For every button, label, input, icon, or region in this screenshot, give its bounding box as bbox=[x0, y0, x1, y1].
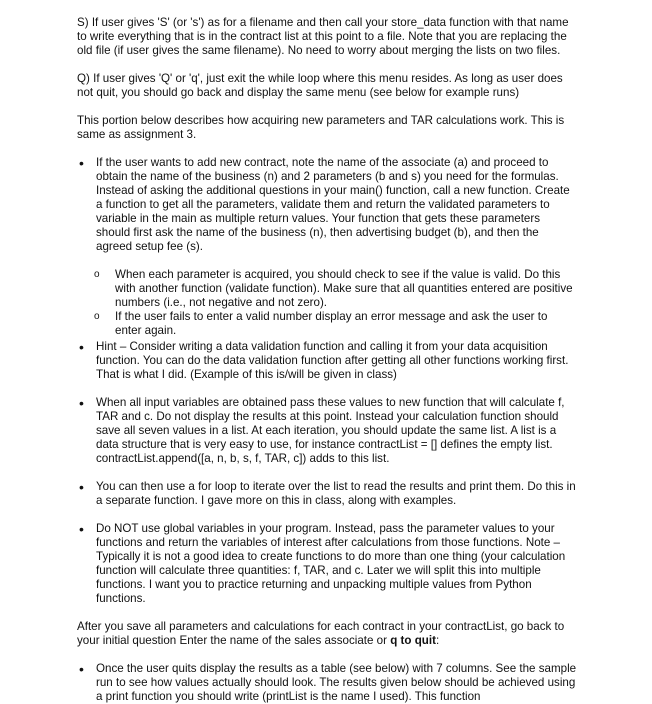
list-item bbox=[77, 340, 577, 382]
list-item bbox=[77, 662, 577, 704]
list-item bbox=[77, 396, 577, 466]
bullet-for-loop: You can then use a for loop to iterate over the list to read the results and print them. Do this in a separate function. I gave more on this in class, along with examples. bbox=[96, 480, 576, 507]
document-page bbox=[77, 16, 577, 704]
list-item bbox=[77, 156, 577, 254]
bullet-icon: • bbox=[79, 521, 84, 537]
list-item bbox=[77, 310, 577, 338]
list-item bbox=[77, 522, 577, 606]
paragraph-quit-option: Q) If user gives 'Q' or 'q', just exit the while loop where this menu resides. As long as user does not quit, you should go back and display the same menu (see below for example runs) bbox=[77, 72, 563, 99]
bullet-no-globals: Do NOT use global variables in your program. Instead, pass the parameter values to your functions and return the variables of interest after calculations from those functions. Note – Typically it is not a good idea to create functions to do more than one thing (your calculation function will calculate three quantities: f, TAR, and c. Later we will split this into multiple functions. I want you to practice returning and unpacking multiple values from Python functions. bbox=[96, 522, 566, 605]
paragraph-after-colon: : bbox=[435, 634, 440, 647]
bullet-hint: Hint – Consider writing a data validation function and calling it from your data acquisition function. You can do the data validation function after getting all other functions working first. That is what I did. (Example of this is/will be given in class) bbox=[96, 340, 569, 381]
list-item bbox=[77, 480, 577, 508]
bullet-quit-table: Once the user quits display the results as a table (see below) with 7 columns. See the sample run to see how values actually should look. The results given below should be achieved using a print function you should write (printList is the name I used). This function bbox=[96, 662, 577, 703]
bullet-icon: • bbox=[79, 479, 84, 495]
sub-bullet-validate: When each parameter is acquired, you should check to see if the value is valid. Do this with another function (validate function). Make sure that all quantities entered are positive numbers (i.e., not negative and not zero). bbox=[115, 268, 573, 309]
circle-bullet-icon: o bbox=[94, 269, 100, 280]
sub-bullet-list bbox=[77, 268, 577, 338]
paragraph-after-bold: q to quit bbox=[390, 634, 436, 647]
paragraph-save-option: S) If user gives 'S' (or 's') as for a filename and then call your store_data function with that name to write everything that is in the contract list at this point to a file. Note that you are replacing the old file (if user gives the same filename). No need to worry about merging the lists on two files. bbox=[77, 16, 569, 57]
paragraph-portion-intro: This portion below describes how acquiring new parameters and TAR calculations work. This is same as assignment 3. bbox=[77, 114, 565, 141]
paragraph-after-save bbox=[77, 620, 577, 648]
paragraph-after-text: After you save all parameters and calculations for each contract in your contractList, go back to your initial question Enter the name of the sales associate or bbox=[77, 620, 565, 647]
bullet-inputs: When all input variables are obtained pass these values to new function that will calculate f, TAR and c. Do not display the results at this point. Instead your calculation function should save all seven values in a list. At each iteration, you should update the same list. A list is a data structure that is very easy to use, for instance contractList = [] defines the empty list. contractList.append([a, n, b, s, f, TAR, c]) adds to this list. bbox=[96, 396, 565, 465]
bullet-icon: • bbox=[79, 395, 84, 411]
main-bullet-list bbox=[77, 156, 577, 254]
bullet-add-contract: If the user wants to add new contract, note the name of the associate (a) and proceed to obtain the name of the business (n) and 2 parameters (b and s) you need for the formulas. Instead of asking the additional questions in your main() function, call a new function. Create a function to get all the parameters, validate them and return the validated parameters to variable in the main as multiple return values. Your function that gets these parameters should first ask the name of the business (n), then advertising budget (b), and then the agreed setup fee (s). bbox=[96, 156, 570, 253]
bullet-icon: • bbox=[79, 155, 84, 171]
bullet-icon: • bbox=[79, 661, 84, 677]
main-bullet-list bbox=[77, 340, 577, 606]
sub-bullet-fail: If the user fails to enter a valid number display an error message and ask the user to enter again. bbox=[115, 310, 548, 337]
circle-bullet-icon: o bbox=[94, 311, 100, 322]
list-item bbox=[77, 268, 577, 310]
bullet-icon: • bbox=[79, 339, 84, 355]
main-bullet-list bbox=[77, 662, 577, 704]
